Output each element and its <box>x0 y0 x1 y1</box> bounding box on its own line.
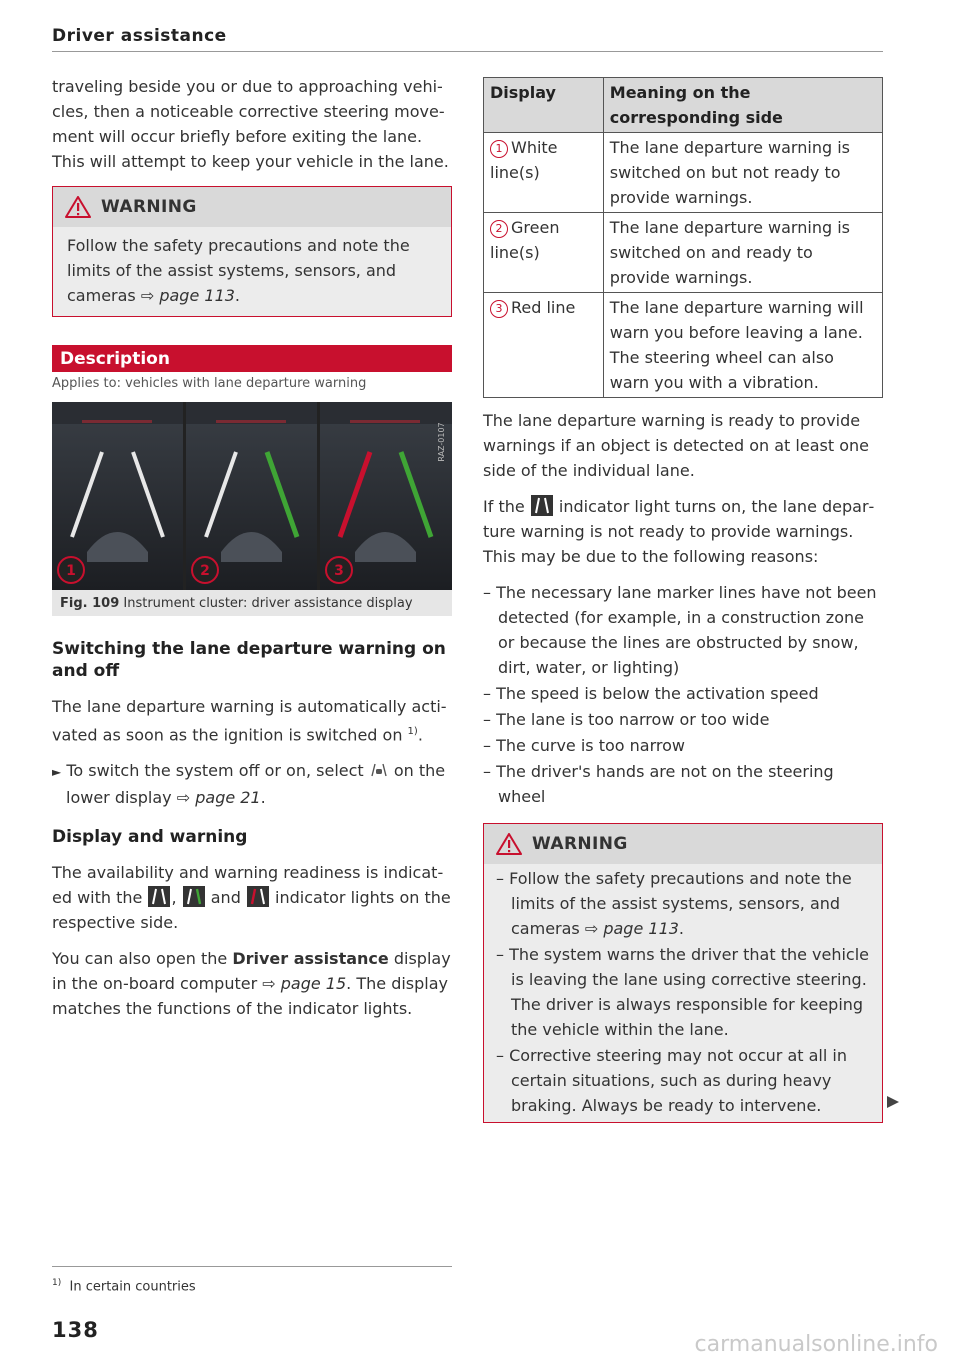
table-cell-display <box>484 133 604 213</box>
applies-to-note: Applies to: vehicles with lane departure warning <box>52 376 367 391</box>
figure-caption-text: Instrument cluster: driver assistance display <box>123 595 413 611</box>
availability-sep: , <box>171 888 177 908</box>
figure-code: RAZ-0107 <box>437 422 446 462</box>
warning-triangle-icon <box>496 833 522 855</box>
display-label: White line(s) <box>490 138 558 182</box>
warning-item-end: . <box>678 919 685 938</box>
panel-2 <box>186 402 317 590</box>
figure-caption <box>52 590 452 616</box>
page-ref-link[interactable]: ⇨ page 113 <box>584 919 679 938</box>
heading-display-warning: Display and warning <box>52 827 248 848</box>
page-ref-link[interactable]: ⇨ page 21 <box>176 788 261 808</box>
footnote-mark: 1) <box>52 1278 62 1288</box>
list-item: – Corrective steering may not occur at all in certain situations, such as during heavy braking. Always be ready to intervene. <box>496 1046 847 1115</box>
driver-assistance-term: Driver assistance <box>232 949 389 969</box>
warning-box-2 <box>483 823 883 1123</box>
paragraph-availability <box>52 860 452 935</box>
step-switch-system <box>52 758 452 810</box>
paragraph-open-display <box>52 946 452 1021</box>
step-text-b: on the lower display <box>66 761 446 808</box>
warning-body <box>53 227 451 316</box>
panel-number-2: 2 <box>200 563 210 579</box>
table-cell-meaning: The lane departure warning is switched on and ready to provide warnings. <box>603 213 882 293</box>
table-row <box>484 213 883 293</box>
figure-109 <box>52 402 452 616</box>
indicator-white-icon <box>148 886 170 907</box>
list-item: – The curve is too narrow <box>483 736 685 755</box>
warning-text-main: Follow the safety precautions and note the limits of the assist systems, sensors, and cameras <box>67 236 410 305</box>
auto-activate-end: . <box>417 725 423 745</box>
panel-number-1: 1 <box>66 563 76 579</box>
panel-number-3: 3 <box>334 563 344 579</box>
list-item: – The driver's hands are not on the steering wheel <box>483 762 834 806</box>
table-cell-display <box>484 293 604 398</box>
warning-title: WARNING <box>532 834 628 854</box>
not-ready-text-2: indicator light turns on, the lane departure warning is not ready to provide warnings. This may be due to the following reasons: <box>483 497 875 566</box>
availability-text-2: indicator lights on the respective side. <box>52 888 451 933</box>
footnote <box>52 1278 196 1294</box>
page-number: 138 <box>52 1318 99 1342</box>
callout-number: 3 <box>490 300 508 318</box>
table-cell-meaning: The lane departure warning will warn you before leaving a lane. The steering wheel can also warn you with a vibration. <box>603 293 882 398</box>
lane-display-illustration <box>52 402 452 590</box>
callout-number: 2 <box>490 220 508 238</box>
list-item: – The system warns the driver that the vehicle is leaving the lane using corrective steering. The driver is always responsible for keeping the vehicle within the lane. <box>496 945 870 1039</box>
availability-and: and <box>210 888 241 908</box>
availability-text-1: The availability and warning readiness is indicated with the <box>52 863 444 908</box>
table-header-meaning: Meaning on the corresponding side <box>603 78 882 133</box>
warning-list <box>496 866 872 1118</box>
list-item <box>496 866 872 941</box>
page-header <box>52 26 883 52</box>
watermark: carmanualsonline.info <box>694 1332 938 1357</box>
paragraph-not-ready <box>483 494 883 569</box>
callout-number: 1 <box>490 140 508 158</box>
step-text-a: To switch the system off or on, select <box>66 761 364 781</box>
display-label: Red line <box>511 298 576 317</box>
display-meaning-table <box>483 77 883 398</box>
reasons-list <box>483 580 883 809</box>
figure-label: Fig. 109 <box>60 595 120 611</box>
warning-header <box>484 824 882 864</box>
open-text-3: . The display matches the functions of the indicator lights. <box>52 974 448 1019</box>
table-row <box>484 133 883 213</box>
warning-header <box>53 187 451 227</box>
continue-arrow-icon <box>887 1096 899 1108</box>
footnote-divider <box>52 1266 452 1267</box>
table-header-row <box>484 78 883 133</box>
section-heading-description: Description <box>52 345 452 372</box>
chapter-title: Driver assistance <box>52 26 227 46</box>
panel-3 <box>320 402 452 590</box>
indicator-green-icon <box>183 886 205 907</box>
open-text-2: display in the on-board computer <box>52 949 451 994</box>
paragraph-ready: The lane departure warning is ready to provide warnings if an object is detected on at least one side of the individual lane. <box>483 411 869 480</box>
instrument-cluster-figure <box>52 402 452 590</box>
footnote-text: In certain countries <box>69 1279 196 1295</box>
warning-text-end: . <box>234 286 241 305</box>
table-cell-meaning: The lane departure warning is switched on but not ready to provide warnings. <box>603 133 882 213</box>
footnote-ref: 1) <box>407 726 418 737</box>
step-marker: ► <box>52 765 62 780</box>
paragraph-auto-activate <box>52 694 452 747</box>
warning-triangle-icon <box>65 196 91 218</box>
table-row <box>484 293 883 398</box>
warning-text <box>67 233 437 308</box>
list-item: – The lane is too narrow or too wide <box>483 710 770 729</box>
page-ref-link[interactable]: ⇨ page 113 <box>140 286 235 305</box>
warning-title: WARNING <box>101 197 197 217</box>
table-cell-display <box>484 213 604 293</box>
indicator-yellow-icon <box>531 495 553 516</box>
right-column <box>483 77 883 1123</box>
lane-assist-icon <box>369 762 389 778</box>
open-text-1: You can also open the <box>52 949 228 969</box>
heading-switching: Switching the lane departure warning on and off <box>52 639 446 681</box>
list-item: – The necessary lane marker lines have not been detected (for example, in a construction zone or because the lines are obstructed by snow, dirt, water, or lighting) <box>483 583 877 677</box>
indicator-red-icon <box>247 886 269 907</box>
list-item: – The speed is below the activation speed <box>483 684 819 703</box>
not-ready-text-1: If the <box>483 497 525 516</box>
warning-item-text: – Follow the safety precautions and note the limits of the assist systems, sensors, and cameras <box>496 869 852 938</box>
warning-box-1 <box>52 186 452 317</box>
panel-1 <box>52 402 183 590</box>
auto-activate-text: The lane departure warning is automatically activated as soon as the ignition is switched on <box>52 697 447 745</box>
left-column <box>52 74 452 1021</box>
step-end: . <box>260 788 266 808</box>
warning-body <box>484 864 882 1122</box>
display-label: Green line(s) <box>490 218 560 262</box>
page-ref-link[interactable]: ⇨ page 15 <box>262 974 347 994</box>
intro-paragraph: traveling beside you or due to approaching vehicles, then a noticeable corrective steering movement will occur briefly before exiting the lane. This will attempt to keep your vehicle in the lane. <box>52 77 449 171</box>
table-header-display: Display <box>484 78 604 133</box>
